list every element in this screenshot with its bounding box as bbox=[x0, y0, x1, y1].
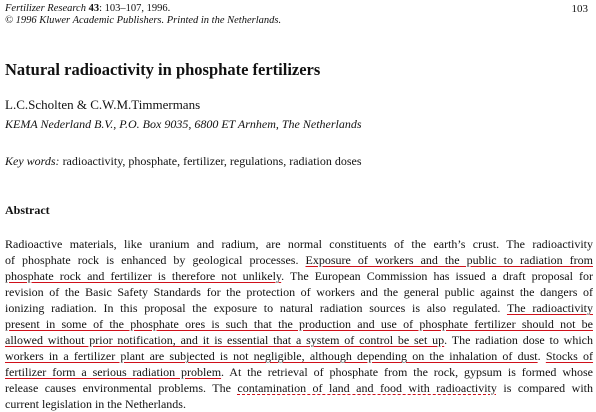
journal-volume: 43 bbox=[88, 3, 100, 14]
keywords-label: Key words: bbox=[5, 154, 60, 168]
article-title: Natural radioactivity in phosphate fertilizers bbox=[5, 60, 321, 79]
underlined-phrase: present in some of the phosphate ores is such that the production and use of phosphate fertilizer should not be bbox=[5, 317, 593, 331]
keywords-list: radioactivity, phosphate, fertilizer, regulations, radiation doses bbox=[62, 154, 362, 168]
abstract-line bbox=[5, 364, 593, 380]
abstract-text: . The radiation dose to which bbox=[444, 333, 593, 347]
journal-pages-year: : 103–107, 1996. bbox=[99, 3, 171, 14]
underlined-phrase: allowed without prior notification, and it is essential that a system of control be set up bbox=[5, 333, 445, 347]
abstract-text: . At the retrieval of phosphate from the rock, gypsum is formed whose bbox=[221, 365, 593, 379]
page-number: 103 bbox=[571, 3, 588, 15]
abstract-text: current legislation in the Netherlands. bbox=[5, 397, 186, 411]
abstract-line bbox=[5, 316, 593, 332]
abstract-line bbox=[5, 236, 593, 252]
abstract-text: . The European Commission has issued a draft proposal for bbox=[281, 269, 594, 283]
article-authors: L.C.Scholten & C.W.M.Timmermans bbox=[5, 97, 201, 112]
abstract-body bbox=[5, 236, 593, 412]
abstract-text: release causes environmental problems. The bbox=[5, 381, 238, 395]
abstract-heading: Abstract bbox=[5, 203, 50, 217]
abstract-line bbox=[5, 300, 593, 316]
abstract-line bbox=[5, 380, 593, 396]
abstract-text: of phosphate rock is enhanced by geological processes. bbox=[5, 253, 306, 267]
dashed-underlined-phrase: contamination of land and food with radioactivity bbox=[237, 381, 497, 395]
abstract-text: Radioactive materials, like uranium and radium, are normal constituents of the earth’s crust. The radioactivity bbox=[5, 237, 593, 251]
journal-citation bbox=[5, 3, 170, 15]
abstract-line bbox=[5, 284, 593, 300]
abstract-text: . bbox=[537, 349, 546, 363]
abstract-line bbox=[5, 332, 593, 348]
abstract-text: is compared with bbox=[496, 381, 593, 395]
underlined-phrase: Exposure of workers and the public to radiation from bbox=[305, 253, 594, 267]
author-affiliation: KEMA Nederland B.V., P.O. Box 9035, 6800 ET Arnhem, The Netherlands bbox=[5, 117, 362, 131]
abstract-text: ionizing radiation. In this proposal the exposure to natural radiation sources is also regulated. bbox=[5, 301, 507, 315]
abstract-line bbox=[5, 348, 593, 364]
underlined-phrase: The radioactivity bbox=[506, 301, 593, 315]
abstract-line bbox=[5, 268, 593, 284]
underlined-phrase: fertilizer form a serious radiation problem bbox=[5, 365, 222, 379]
underlined-phrase: workers in a fertilizer plant are subjected is not negligible, although depending on the inhalation of dust bbox=[5, 349, 538, 363]
copyright-notice: © 1996 Kluwer Academic Publishers. Printed in the Netherlands. bbox=[5, 15, 282, 26]
keywords-line bbox=[5, 154, 362, 168]
underlined-phrase: Stocks of bbox=[545, 349, 594, 363]
journal-name: Fertilizer Research bbox=[5, 3, 86, 14]
abstract-line bbox=[5, 252, 593, 268]
underlined-phrase: phosphate rock and fertilizer is therefore not unlikely bbox=[5, 269, 282, 283]
abstract-text: revision of the Basic Safety Standards for the protection of workers and the general public against the dangers of bbox=[5, 285, 593, 299]
abstract-line bbox=[5, 396, 593, 412]
